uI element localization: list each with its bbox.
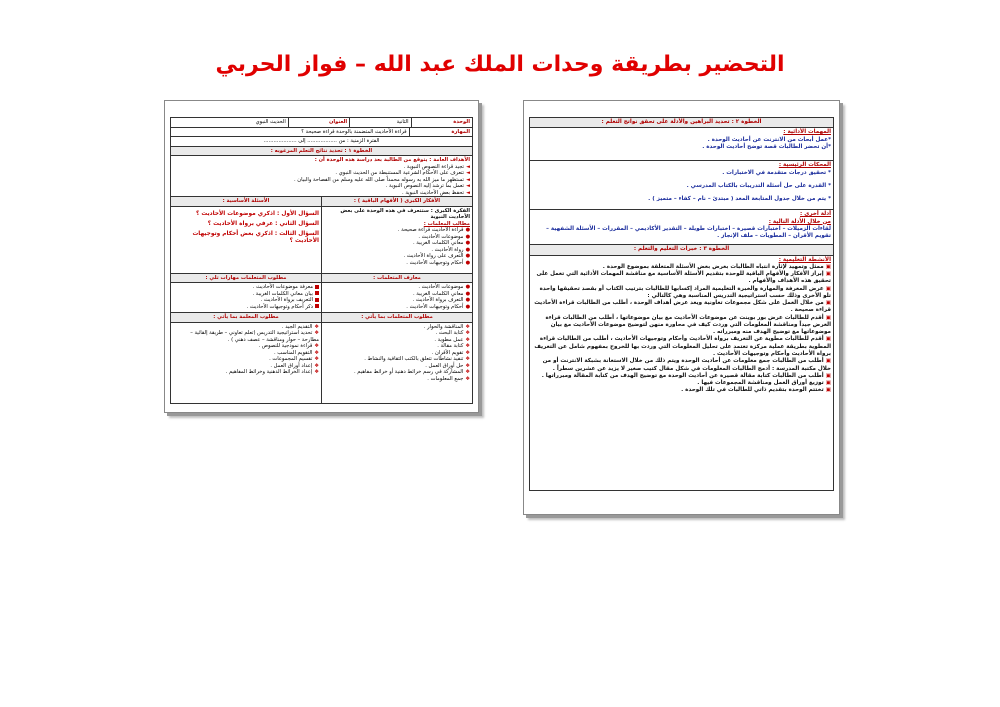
list-item: ●موضوعات الأحاديث . (418, 233, 470, 240)
criteria-item: * يتم من خلال جدول المتابعة المعد ( مبتدئ – نام – كفاء – متميز ) . (648, 196, 831, 203)
know-cell (321, 283, 472, 312)
list-item: ❖المناقشة والحوار . (423, 323, 470, 330)
big-ideas-row (170, 207, 473, 274)
teacher-req-header: مطلوب المعلمة بما يأتي : (171, 313, 321, 322)
list-item: ❖قراءة نموذجية للنصوص . (258, 343, 319, 349)
list-item: ◄تتعرف على الأحكام الشرعية المستنبطة من الحديث النبوي . (335, 170, 470, 176)
checkbox-icon (315, 291, 319, 295)
lesson-plan-page-left (164, 100, 479, 413)
unit-label: الوحدة (411, 118, 472, 127)
list-item: ❖المشاركة في رسم خرائط ذهنية أو خرائط مفاهيم . (354, 369, 470, 375)
step3-header: الخطوة ٣ : خبرات التعليم والتعلم : (529, 245, 834, 255)
list-item: ▣تختتم الوحدة بتقديم ذاتي للطالبات في تلك الوحدة . (681, 387, 831, 394)
know-header: معارف المتعلمات : (321, 274, 472, 283)
info-row-unit (170, 117, 473, 128)
learning-activities (529, 256, 834, 491)
big-ideas-cell (321, 207, 472, 273)
big-ideas-header-row (170, 197, 473, 207)
list-item: ▣أقدم للطالبات مطوية عن التعريف برواة الأحاديث وأحكام وتوجيهات الأحاديث ، أطلب من الطالبات قراءة المطوية بطريقة عملية مركزة تعتمد على تحليل المعلومات التي وردت بها للخروج بمفهوم شامل عن التعريف برواة الأحاديث وأحكام وتوجيهات الأحاديث . (534, 336, 831, 357)
skills-list (173, 284, 319, 310)
task-item: *عمل أبحاث من الانترنت عن أحاديث الوحدة . (707, 136, 831, 143)
students-req-list (324, 324, 470, 383)
list-item: بيان معاني الكلمات الغريبة . (173, 291, 319, 298)
list-item: ▣أقدم للطالبات عرض بور بوينت عن موضوعات الأحاديث مع بيان موضوعاتها ، أطلب من الطالبات قراءة العرض جيداً ومناقشة المعلومات التي وردت كيف في محاورة منهن لتوضيح موضوعات الأحاديث مع بيان موضوعاتها مع توضيح الهدف منه ومبرراته . (545, 314, 831, 336)
list-item: ❖تقويم الأقران . (431, 349, 470, 356)
list-item: ❖التقديم الجيد . (281, 323, 319, 330)
big-idea-text: الفكرة الكبرى : ستتعرف في هذه الوحدة على بعض الأحاديث النبوية (340, 207, 470, 220)
teacher-req-list (173, 324, 319, 376)
skills-cell (171, 283, 321, 312)
unit-value: الثانية (349, 118, 410, 127)
time-period: الفترة الزمنية : من .................. إلى .................... (170, 137, 473, 147)
list-item: ●أحكام وتوجيهات الأحاديث . (406, 303, 470, 310)
list-item: ▣ممثل وتمهيد لإثارة انتباه الطالبات بعرض بعض الأسئلة المتعلقة بموضوع الوحدة . (602, 263, 831, 270)
general-goals (170, 156, 473, 197)
skills-header: مطلوب المتعلمات مهارات تلي : (171, 274, 321, 283)
other-text: لقاءات الزميلات – اختبارات قصيرة – اختبارات طويلة – التقدير الأكاديمي – المقررات – الأسئلة الشفهية – تقويم الأقران – المطويات – ملف الإنجاز . (546, 225, 831, 240)
question-1: السؤال الأول : اذكري موضوعات الأحاديث ؟ (195, 210, 319, 217)
list-item: ذكر أحكام وتوجيهات الأحاديث . (173, 304, 319, 311)
list-item: ▣من خلال العمل على شكل مجموعات تعاونية ويعد عرض أهداف الوحدة ، أطلب من الطالبات قراءة الأحاديث قراءة صحيحة . (534, 300, 831, 314)
activities-list (532, 264, 831, 395)
list-item: ●قراءة الأحاديث قراءة صحيحة . (397, 227, 470, 233)
list-item: ●التعرف على رواة الأحاديث . (403, 253, 470, 259)
list-item: ◄تحفظ بعض الأحاديث النبوية . (402, 189, 470, 196)
list-item: ▣إبراز الأفكار والأفهام الباقية للوحدة بتقديم الأسئلة الأساسية مع مناقشة المهمات الأدائية التي تعمل على تحقيق هذه الأهداف والأفهام . (536, 271, 831, 285)
list-item: ❖تقسيم المجموعات . (269, 356, 319, 362)
checkbox-icon (315, 304, 319, 308)
list-item: ▣عرض المعرفة والمهارة والخبرة التعليمية المراد إكسابها للطالبات بترتيب الكتاب أو بقصد تحقيقها واحدة تلو الأخرى وذلك حسب استراتيجية التدريس المناسبة وهي كالتالي : (539, 285, 831, 299)
list-item: التعريف برواة الأحاديث . (173, 297, 319, 304)
big-ideas-header: الأفكار الكبرى ( الأفهام الباقية ) : (321, 197, 472, 206)
knowledge-skills-row (170, 283, 473, 313)
lesson-plan-page-right (523, 100, 840, 515)
goals-label: الأهداف العامة : يتوقع من الطالبة بعد دراسة هذه الوحدة أن : (314, 157, 470, 163)
knowledge-list (324, 227, 470, 266)
essential-questions-cell (171, 207, 321, 273)
main-criteria (529, 161, 834, 210)
requirements-row (170, 323, 473, 404)
list-item: ❖إعداد الخرائط الذهنية وخرائط المفاهيم . (225, 369, 319, 375)
title-value: الحديث النبوي (255, 119, 286, 125)
list-item: ❖عمل مطوية . (434, 336, 470, 343)
requirements-header-row (170, 313, 473, 323)
essential-questions-header: الأسئلة الأساسية : (171, 197, 321, 206)
info-row-skill (170, 128, 473, 138)
criteria-item: * تحقيق درجات متقدمة في الاختبارات . (722, 169, 831, 176)
students-req-cell (321, 323, 472, 403)
students-req-header: مطلوب المتعلمات بما يأتي : (321, 313, 472, 322)
list-item: ●أحكام وتوجيهات الأحاديث . (406, 259, 470, 266)
list-item: ◄تستظهر ما ميز الله به رسوله محمداً صلى الله عليه وسلم من الفصاحة والبيان . (293, 176, 470, 183)
page-title: التحضير بطريقة وحدات الملك عبد الله – فواز الحربي (215, 52, 785, 77)
list-item: ●موضوعات الأحاديث . (418, 284, 470, 290)
know-list (324, 284, 470, 310)
skill-value: قراءة الأحاديث المتضمنة بالوحدة قراءة صحيحة ؟ (301, 128, 407, 135)
list-item: ❖تحديد استراتيجية التدريس (تعلم تعاوني – طريقة إلقائية – مطارحة – حوار ومناقشة – عصف ذهني ) . (190, 330, 319, 343)
list-item: معرفة موضوعات الأحاديث . (173, 284, 319, 291)
list-item: ❖التقويم المناسب . (274, 349, 319, 356)
list-item: ❖كتابة مقالة . (437, 343, 470, 349)
list-item: ◄تعمل بما ترشد إليه النصوص النبوية . (385, 183, 470, 189)
other-evidence (529, 210, 834, 245)
task-item: *أن تحضر الطالبات قصة توضح أحاديث الوحدة . (702, 143, 831, 150)
list-item: ◄تجيد قراءة النصوص النبوية . (403, 163, 470, 170)
tasks-label: المهمات الأدائية : (783, 129, 831, 136)
list-item: ▣أطلب من الطالبات كتابة مقالة قصيرة عن أحاديث الوحدة مع توضيح الهدف من كتابة المقالة ومبرراتها . (541, 372, 831, 379)
list-item: ❖إعداد أوراق العمل . (270, 362, 319, 369)
knowledge-skills-header-row (170, 274, 473, 284)
performance-tasks (529, 128, 834, 161)
list-item: ▣توزيع أوراق العمل ومناقشة المجموعات فيها . (697, 380, 831, 387)
list-item: ❖كتابة البحث . (435, 330, 470, 336)
list-item: ▣أطلب من الطالبات جمع معلومات عن أحاديث الوحدة ويتم ذلك من خلال الاستعانة بشبكة الانترنت أو من خلال مكتبة المدرسة : أدمج الطالبات المعلومات في شكل مقال كتيب صغير لا يزيد عن عشرين سطراً . (542, 358, 831, 372)
skill-label: المهارة (409, 128, 472, 137)
question-3: السؤال الثالث : اذكري بعض أحكام وتوجيهات الأحاديث ؟ (192, 230, 319, 245)
list-item: ❖تنفيذ نشاطات تتعلق بالكتب الثقافية والنشاط . (364, 356, 470, 362)
checkbox-icon (315, 285, 319, 289)
activities-label: الأنشطة التعليمية : (778, 256, 831, 263)
goals-list (173, 164, 470, 197)
other-label: أدلة أخرى : (800, 211, 831, 218)
teacher-req-cell (171, 323, 321, 403)
question-2: السؤال الثاني : عرفي برواة الأحاديث ؟ (207, 220, 319, 227)
other-sub: من خلال الأدلة التالية : (768, 218, 831, 225)
list-item: ●التعرف برواة الأحاديث . (412, 297, 470, 303)
criteria-label: المحكات الرئيسية : (778, 162, 831, 169)
list-item: ❖جمع المعلومات . (427, 375, 470, 382)
step1-header: الخطوة ١ : تحديد نتائج التعلم المرغوبه : (170, 147, 473, 157)
checkbox-icon (315, 298, 319, 302)
list-item: ●معاني الكلمات الغريبة . (412, 240, 470, 246)
step2-header: الخطوة ٢ : تحديد البراهين والأدلة على تحقق نواتج التعلم : (529, 117, 834, 128)
criteria-item: * القدرة على حل أسئلة التدريبات بالكتاب المدرسي . (686, 182, 831, 189)
list-item: ●رواة الأحاديث . (431, 246, 470, 253)
knowledge-label: مطالب المعلمات : (423, 220, 470, 227)
list-item: ●معاني الكلمات الغريبة . (412, 290, 470, 297)
title-label: العنوان (288, 118, 349, 127)
list-item: ❖حل أوراق العمل . (425, 362, 470, 369)
